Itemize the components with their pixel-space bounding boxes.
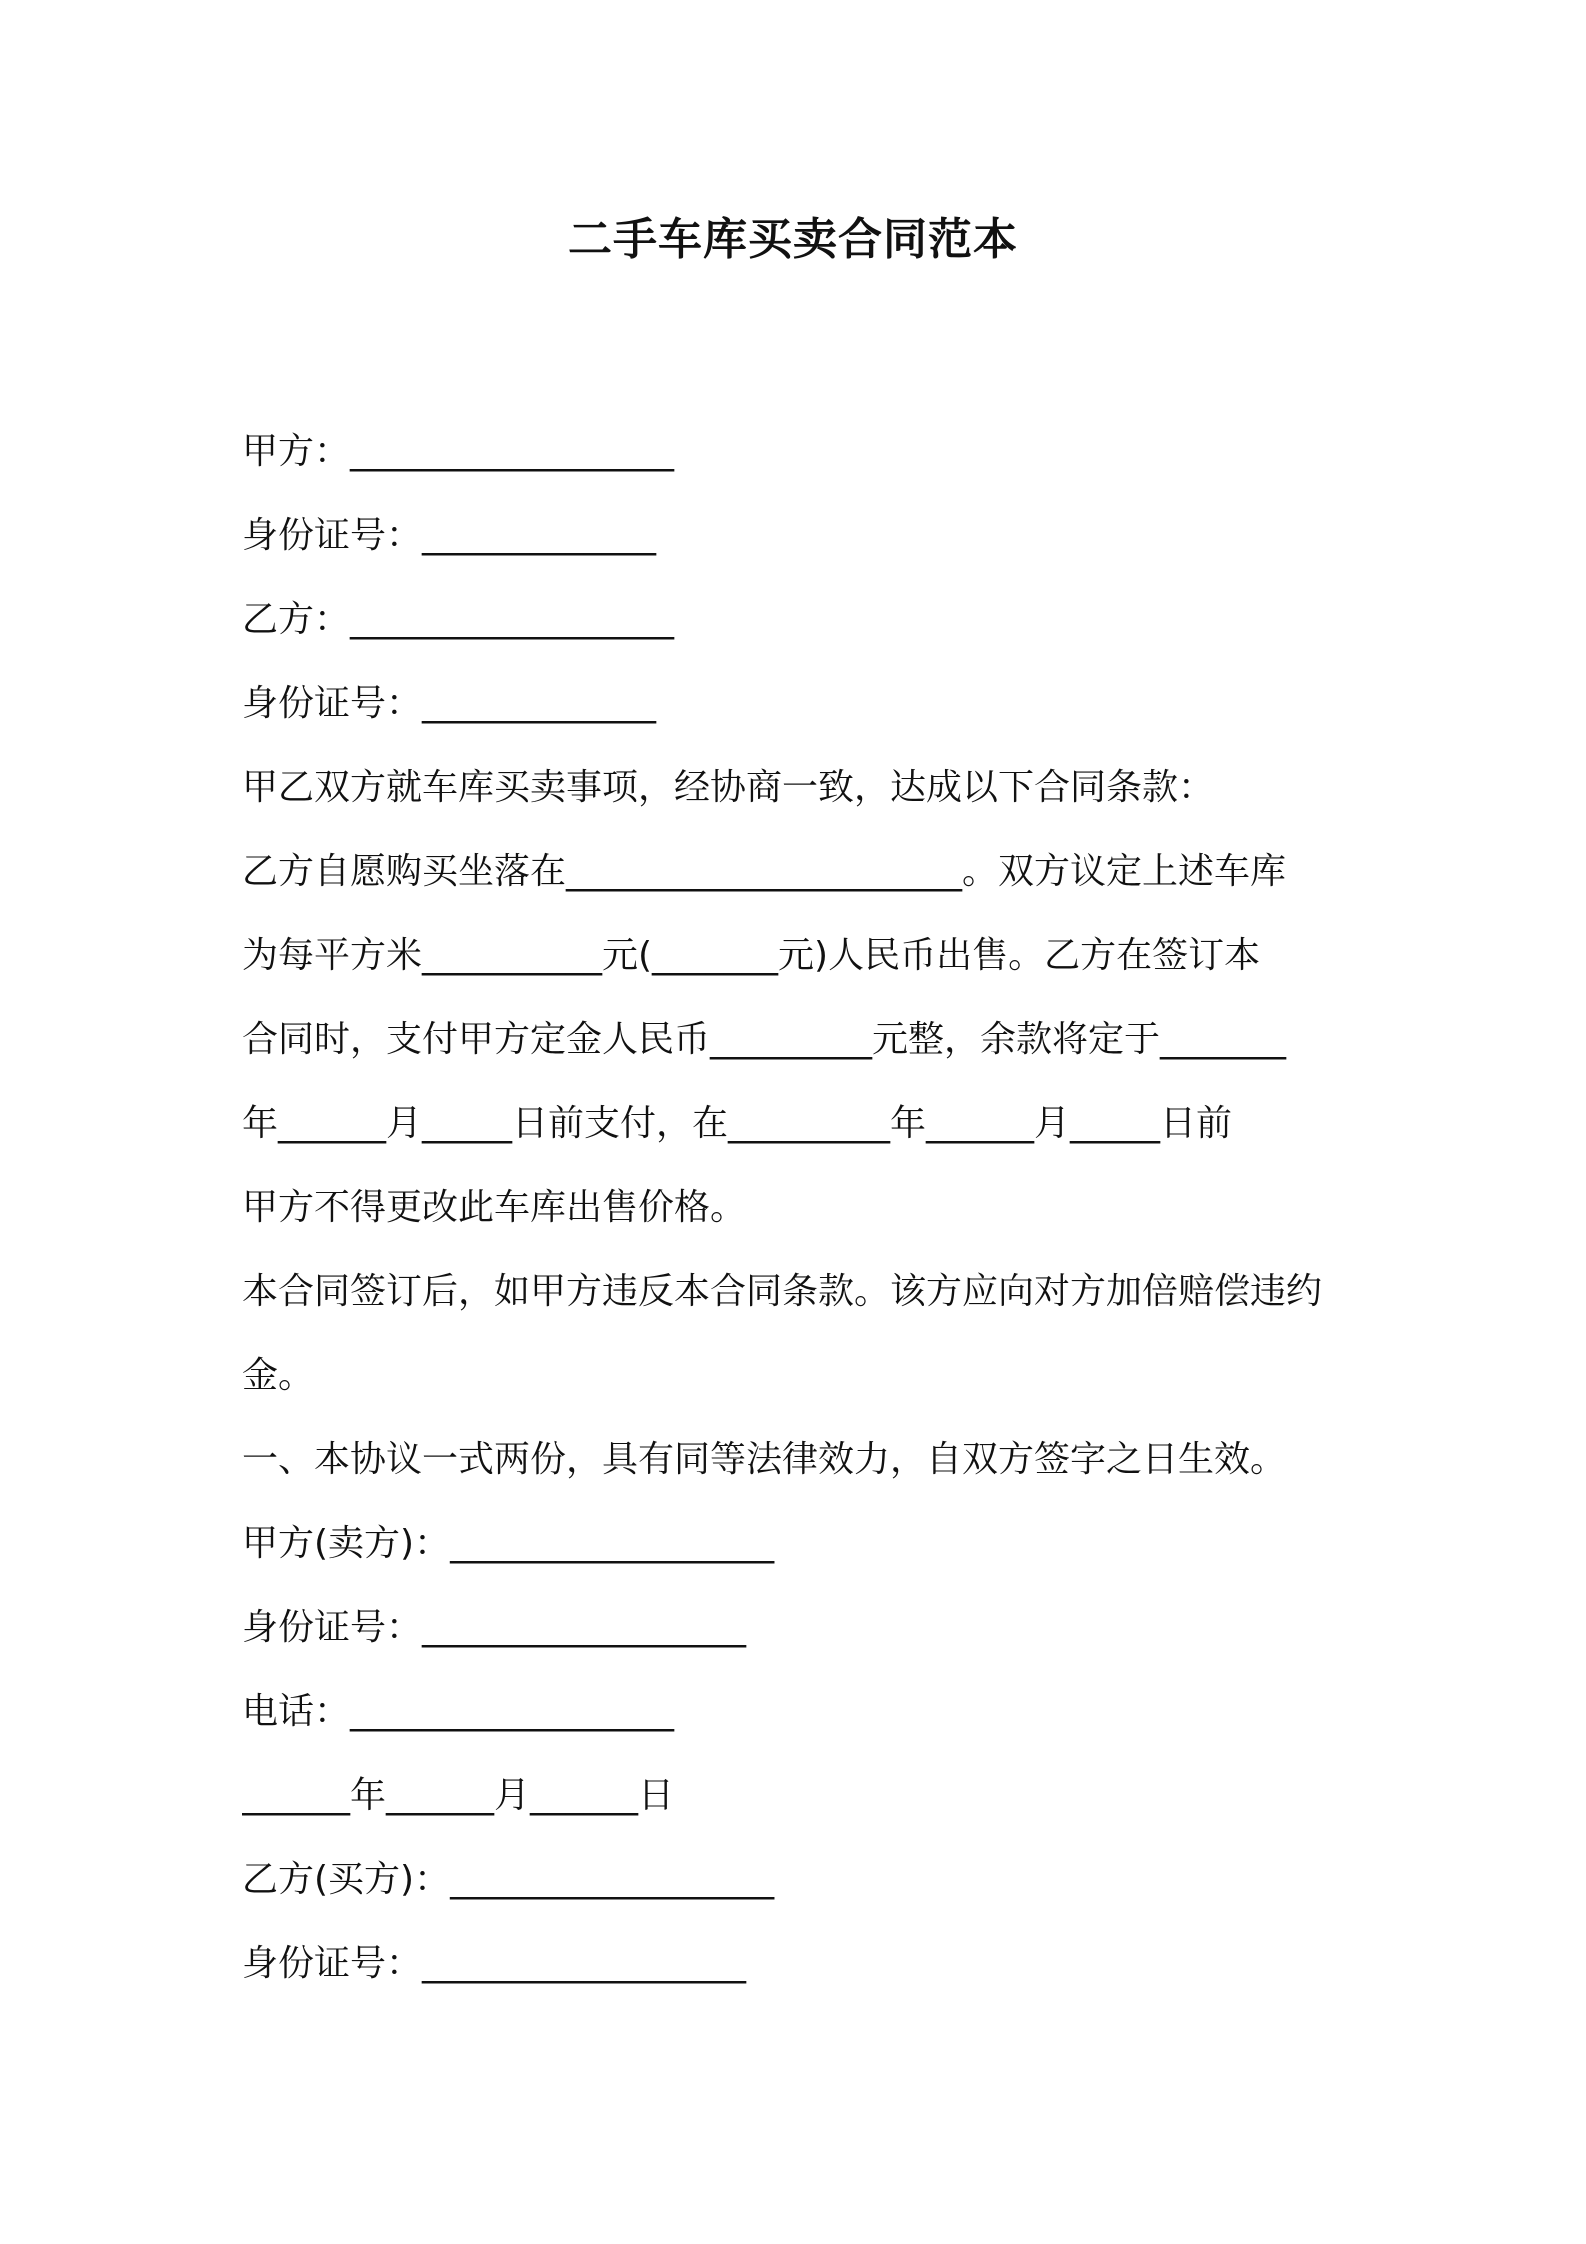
seller-id-blank: __________________	[422, 1607, 747, 1648]
clause-breach-line-1: 本合同签订后，如甲方违反本合同条款。该方应向对方加倍赔偿违约	[242, 1271, 1323, 1312]
buyer-line	[242, 1838, 1352, 1922]
party-b-id-label: 身份证号：	[242, 683, 423, 724]
seller-label: 甲方(卖方)：	[242, 1523, 451, 1564]
clause-purchase-line-5: 甲方不得更改此车库出售价格。	[242, 1187, 747, 1228]
buyer-label: 乙方(买方)：	[242, 1859, 451, 1900]
clause-purchase-line-4: 年______月_____日前支付，在_________年______月_____日前	[242, 1103, 1233, 1144]
party-a-id-line	[242, 494, 1352, 578]
party-a-label: 甲方：	[242, 431, 351, 472]
agreement-intro: 甲乙双方就车库买卖事项，经协商一致，达成以下合同条款：	[242, 767, 1215, 808]
clause-purchase-line-2: 为每平方米__________元(_______元)人民币出售。乙方在签订本	[242, 935, 1261, 976]
party-a-blank: __________________	[350, 431, 675, 472]
buyer-id-blank: __________________	[422, 1943, 747, 1984]
seller-phone-blank: __________________	[350, 1691, 675, 1732]
document-body	[242, 410, 1352, 2006]
clause-purchase-line-1: 乙方自愿购买坐落在______________________。双方议定上述车库	[242, 851, 1287, 892]
party-b-label: 乙方：	[242, 599, 351, 640]
seller-blank: __________________	[450, 1523, 775, 1564]
buyer-id-label: 身份证号：	[242, 1943, 423, 1984]
seller-id-line	[242, 1586, 1352, 1670]
party-a-line	[242, 410, 1352, 494]
party-b-id-line	[242, 662, 1352, 746]
seller-phone-line	[242, 1670, 1352, 1754]
seller-line	[242, 1502, 1352, 1586]
clause-breach-line-2: 金。	[242, 1355, 315, 1396]
document-title: 二手车库买卖合同范本	[568, 214, 1018, 265]
buyer-id-line	[242, 1922, 1352, 2006]
party-b-id-blank: _____________	[422, 683, 657, 724]
seller-id-label: 身份证号：	[242, 1607, 423, 1648]
party-a-id-blank: _____________	[422, 515, 657, 556]
clause-effect: 一、本协议一式两份，具有同等法律效力，自双方签字之日生效。	[242, 1439, 1287, 1480]
party-b-line	[242, 578, 1352, 662]
party-a-id-label: 身份证号：	[242, 515, 423, 556]
seller-phone-label: 电话：	[242, 1691, 351, 1732]
buyer-blank: __________________	[450, 1859, 775, 1900]
clause-purchase-line-3: 合同时，支付甲方定金人民币_________元整，余款将定于_______	[242, 1019, 1287, 1060]
party-b-blank: __________________	[350, 599, 675, 640]
sign-date-line: ______年______月______日	[242, 1775, 674, 1816]
